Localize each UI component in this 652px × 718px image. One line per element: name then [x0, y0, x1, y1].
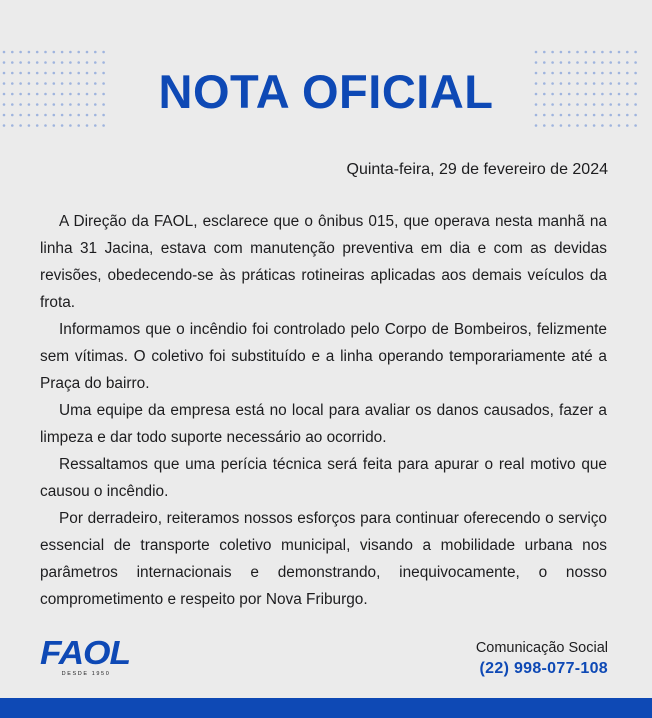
- decorative-dot: [576, 124, 579, 127]
- decorative-dot: [626, 51, 629, 54]
- decorative-dot: [585, 51, 588, 54]
- phone-number: (22) 998-077-108: [479, 660, 608, 677]
- decorative-dot: [3, 51, 6, 54]
- decorative-dot: [593, 51, 596, 54]
- decorative-dot: [44, 51, 47, 54]
- page-title: NOTA OFICIAL: [158, 65, 494, 118]
- decorative-dot: [102, 51, 105, 54]
- decorative-dot: [44, 124, 47, 127]
- faol-logo: [40, 636, 132, 678]
- decorative-dot: [61, 51, 64, 54]
- decorative-dot: [19, 124, 22, 127]
- statement-body: [40, 208, 607, 613]
- decorative-dot: [609, 124, 612, 127]
- decorative-dot: [36, 51, 39, 54]
- paragraph: Por derradeiro, reiteramos nossos esforços para continuar oferecendo o serviço essencial de transporte coletivo municipal, visando a mobilidade urbana nos parâmetros internacionais e demonstrando, inequivocamente, o nosso comprometimento e respeito por Nova Friburgo.: [40, 510, 607, 608]
- decorative-dot: [535, 124, 538, 127]
- paragraph: Informamos que o incêndio foi controlado pelo Corpo de Bombeiros, felizmente sem vítimas. O coletivo foi substituído e a linha operando temporariamente até a Praça do bairro.: [40, 321, 607, 392]
- decorative-dot: [19, 51, 22, 54]
- decorative-dot: [102, 124, 105, 127]
- decorative-dot: [568, 51, 571, 54]
- decorative-dot: [86, 124, 89, 127]
- decorative-dot: [593, 124, 596, 127]
- decorative-dot: [86, 51, 89, 54]
- decorative-dot: [11, 124, 14, 127]
- decorative-dot: [560, 51, 563, 54]
- decorative-dot: [36, 124, 39, 127]
- decorative-dot: [618, 51, 621, 54]
- paragraph: Uma equipe da empresa está no local para avaliar os danos causados, fazer a limpeza e dar todo suporte necessário ao ocorrido.: [40, 402, 607, 446]
- decorative-dot: [53, 124, 56, 127]
- decorative-dot: [601, 51, 604, 54]
- decorative-dot: [585, 124, 588, 127]
- department-label: Comunicação Social: [475, 640, 608, 656]
- paragraph: Ressaltamos que uma perícia técnica será feita para apurar o real motivo que causou o incêndio.: [40, 456, 607, 500]
- decorative-dot: [77, 51, 80, 54]
- decorative-dot: [568, 124, 571, 127]
- decorative-dot: [634, 51, 637, 54]
- decorative-dot: [601, 124, 604, 127]
- decorative-dot: [69, 51, 72, 54]
- decorative-dot: [551, 124, 554, 127]
- decorative-dot: [69, 124, 72, 127]
- decorative-dot: [618, 124, 621, 127]
- decorative-dot: [543, 51, 546, 54]
- decorative-dot: [61, 124, 64, 127]
- decorative-dot: [609, 51, 612, 54]
- decorative-dot: [77, 124, 80, 127]
- decorative-dot: [576, 51, 579, 54]
- date-line: Quinta-feira, 29 de fevereiro de 2024: [346, 161, 608, 178]
- paragraph: A Direção da FAOL, esclarece que o ônibus 015, que operava nesta manhã na linha 31 Jacina, estava com manutenção preventiva em dia e com as devidas revisões, obedecendo-se às práticas rotineiras aplicadas aos demais veículos da frota.: [40, 213, 607, 311]
- decorative-dot: [626, 124, 629, 127]
- bottom-accent-bar: [0, 698, 652, 718]
- decorative-dot: [53, 51, 56, 54]
- decorative-dot: [634, 124, 637, 127]
- decorative-dot: [28, 124, 31, 127]
- decorative-dot: [3, 124, 6, 127]
- decorative-dot: [11, 51, 14, 54]
- decorative-dot: [543, 124, 546, 127]
- decorative-dot: [535, 51, 538, 54]
- logo-tagline: DESDE 1950: [61, 671, 111, 677]
- decorative-dot: [28, 51, 31, 54]
- decorative-dot: [94, 124, 97, 127]
- decorative-dot: [560, 124, 563, 127]
- contact-block: [476, 638, 608, 680]
- logo-wordmark: FAOL: [40, 636, 130, 671]
- decorative-dot: [94, 51, 97, 54]
- decorative-dot: [551, 51, 554, 54]
